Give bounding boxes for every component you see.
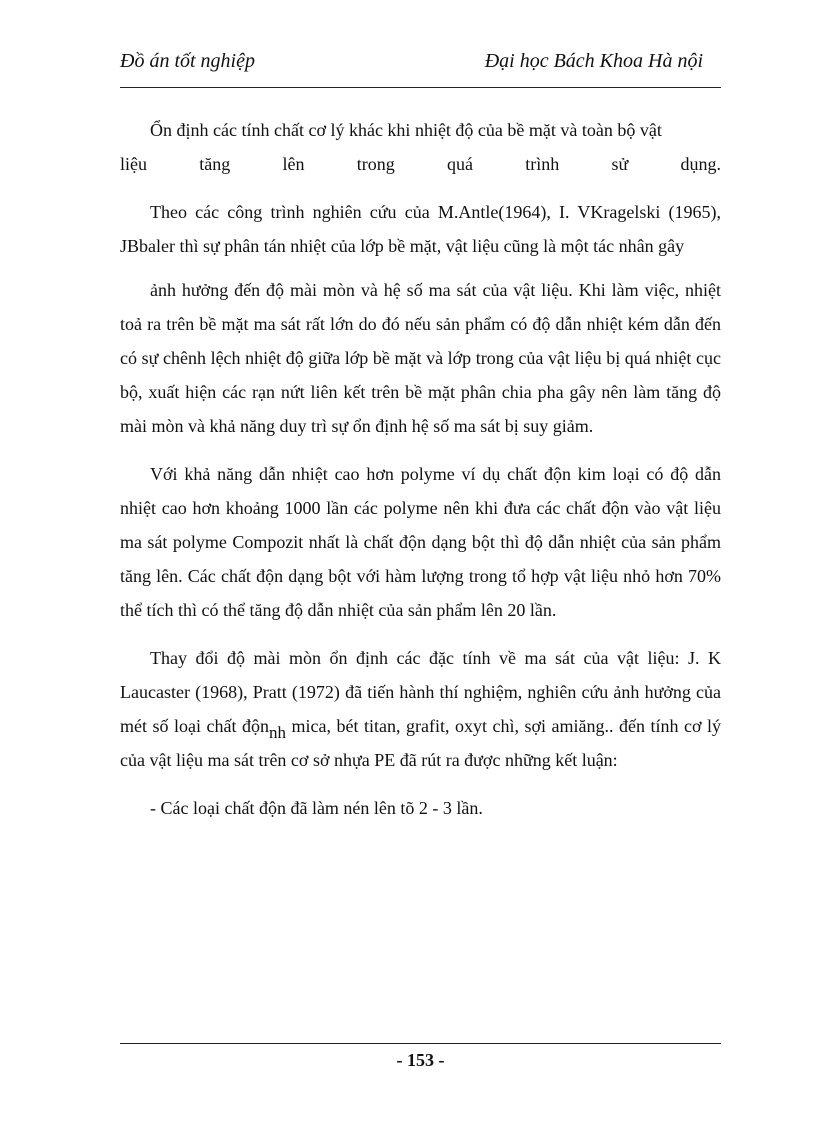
- paragraph-2: Theo các công trình nghiên cứu của M.Antle(1964), I. VKragelski (1965), JBbaler thì sự phân tán nhiệt của lớp bề mặt, vật liệu cũng là một tác nhân gây: [120, 202, 721, 256]
- page-body: [120, 113, 721, 825]
- header-left-title: Đồ án tốt nghiệp: [120, 50, 255, 72]
- paragraph-1-line-1: Ổn định các tính chất cơ lý khác khi nhiệt độ của bề mặt và toàn bộ vật: [150, 120, 662, 140]
- paragraph-4: Với khả năng dẫn nhiệt cao hơn polyme ví dụ chất độn kim loại có độ dẫn nhiệt cao hơn khoảng 1000 lần các polyme nên khi đưa các chất độn vào vật liệu ma sát polyme Compozit nhất là chất độn dạng bột thì độ dẫn nhiệt của sản phẩm tăng lên. Các chất độn dạng bột với hàm lượng trong tổ hợp vật liệu nhỏ hơn 70% thể tích thì có thể tăng độ dẫn nhiệt của sản phẩm lên 20 lần.: [120, 464, 721, 620]
- header-right-title: Đại học Bách Khoa Hà nội: [484, 50, 703, 72]
- header-rule: [120, 87, 721, 88]
- paragraph-1: [120, 113, 721, 181]
- paragraph-5-subscript: nh: [269, 723, 286, 742]
- footer-rule: [120, 1043, 721, 1044]
- bullet-item: - Các loại chất độn đã làm nén lên tõ 2 - 3 lần.: [150, 798, 483, 818]
- paragraph-3: ảnh hưởng đến độ mài mòn và hệ số ma sát của vật liệu. Khi làm việc, nhiệt toả ra trên bề mặt ma sát rất lớn do đó nếu sản phẩm có độ dẫn nhiệt kém dẫn đến có sự chênh lệch nhiệt độ giữa lớp bề mặt và lớp trong của vật liệu bị quá nhiệt cục bộ, xuất hiện các rạn nứt liên kết trên bề mặt phân chia pha gây nên làm tăng độ mài mòn và khả năng duy trì sự ổn định hệ số ma sát bị suy giảm.: [120, 280, 721, 436]
- paragraph-5-part-1: Thay đổi độ mài mòn ổn định các đặc tính về ma sát của vật liệu: J. K Laucaster (1968), Pratt (1972) đã tiến hành thí nghiệm, nghiên cứu ảnh hưởng của mét số loại chất độn: [120, 648, 721, 736]
- paragraph-5: [120, 641, 721, 777]
- paragraph-5-part-2: mica, bét titan, grafit, oxyt chì, sợi amiăng.. đến tính cơ lý của vật liệu ma sát trên cơ sở nhựa PE đã rút ra được những kết luận:: [120, 716, 721, 770]
- page-header: [120, 50, 721, 82]
- page-number: - 153 -: [396, 1050, 445, 1070]
- paragraph-1-line-2: liệu tăng lên trong quá trình sử dụng.: [120, 154, 721, 174]
